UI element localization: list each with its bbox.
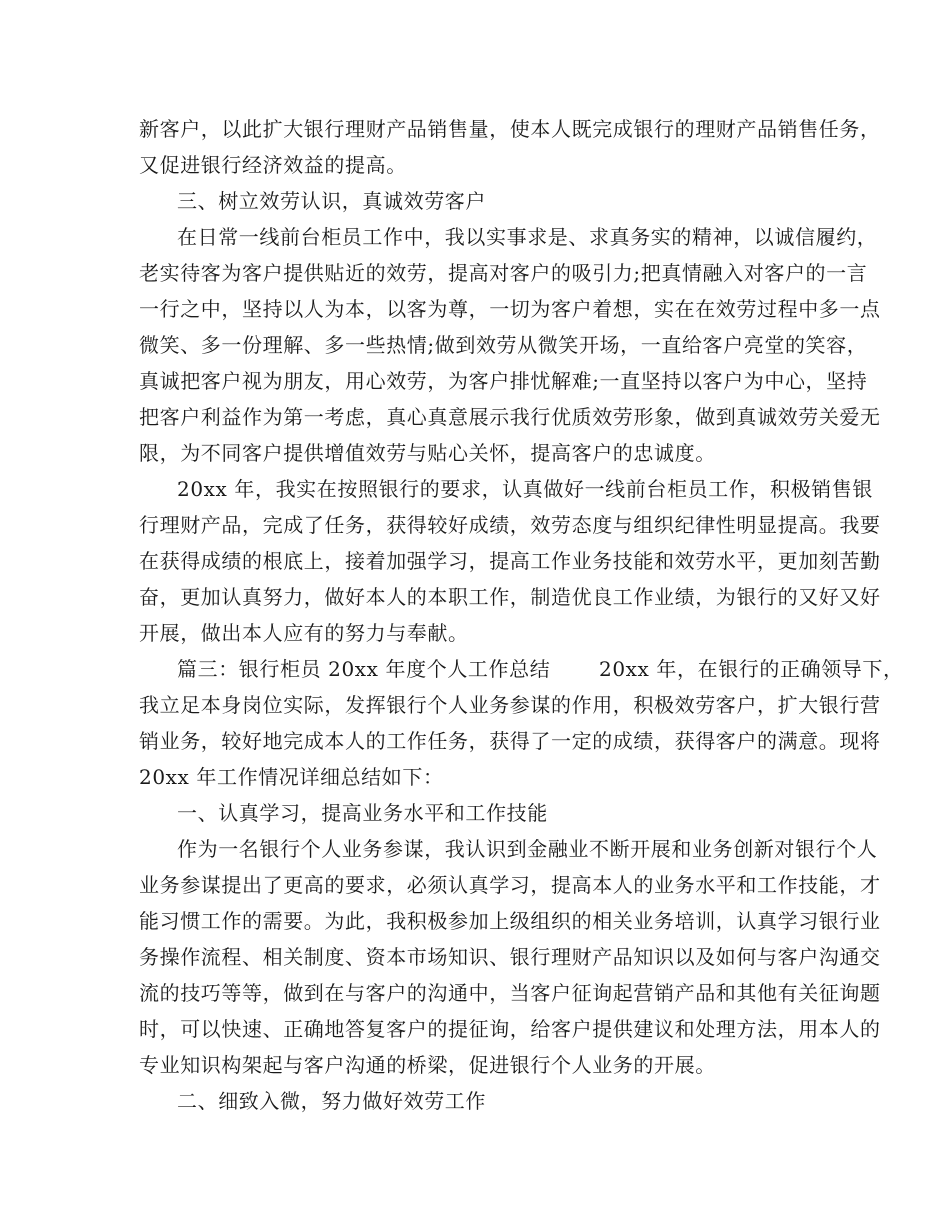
section-heading: 二、细致入微，努力做好效劳工作 bbox=[177, 1089, 486, 1113]
text-line: 20xx 年工作情况详细总结如下： bbox=[139, 765, 444, 789]
text-line: 又促进银行经济效益的提高。 bbox=[139, 153, 407, 177]
text-line: 限，为不同客户提供增值效劳与贴心关怀，提高客户的忠诚度。 bbox=[139, 441, 716, 465]
text-line: 业务参谋提出了更高的要求，必须认真学习，提高本人的业务水平和工作技能，才 bbox=[139, 873, 881, 897]
text-line: 在获得成绩的根底上，接着加强学习，提高工作业务技能和效劳水平，更加刻苦勤 bbox=[139, 549, 881, 573]
text-line: 作为一名银行个人业务参谋，我认识到金融业不断开展和业务创新对银行个人 bbox=[177, 837, 878, 861]
text-line: 开展，做出本人应有的努力与奉献。 bbox=[139, 621, 469, 645]
text-line: 销业务，较好地完成本人的工作任务，获得了一定的成绩，获得客户的满意。现将 bbox=[139, 729, 881, 753]
text-line: 流的技巧等等，做到在与客户的沟通中，当客户征询起营销产品和其他有关征询题 bbox=[139, 981, 881, 1005]
text-line: 老实待客为客户提供贴近的效劳，提高对客户的吸引力;把真情融入对客户的一言 bbox=[139, 261, 868, 285]
text-line: 新客户，以此扩大银行理财产品销售量，使本人既完成银行的理财产品销售任务， bbox=[139, 117, 881, 141]
section-heading: 三、树立效劳认识，真诚效劳客户 bbox=[177, 189, 486, 213]
text-line: 微笑、多一份理解、多一些热情;做到效劳从微笑开场，一直给客户亮堂的笑容， bbox=[139, 333, 868, 357]
text-line: 真诚把客户视为朋友，用心效劳，为客户排忧解难;一直坚持以客户为中心，坚持 bbox=[139, 369, 868, 393]
text-line: 我立足本身岗位实际，发挥银行个人业务参谋的作用，积极效劳客户，扩大银行营 bbox=[139, 693, 881, 717]
text-line: 行理财产品，完成了任务，获得较好成绩，效劳态度与组织纪律性明显提高。我要 bbox=[139, 513, 881, 537]
text-line: 在日常一线前台柜员工作中，我以实事求是、求真务实的精神，以诚信履约， bbox=[177, 225, 878, 249]
text-line: 能习惯工作的需要。为此，我积极参加上级组织的相关业务培训，认真学习银行业 bbox=[139, 909, 881, 933]
text-line: 务操作流程、相关制度、资本市场知识、银行理财产品知识以及如何与客户沟通交 bbox=[139, 945, 881, 969]
text-line: 一行之中，坚持以人为本，以客为尊，一切为客户着想，实在在效劳过程中多一点 bbox=[139, 297, 881, 321]
text-line: 时，可以快速、正确地答复客户的提征询，给客户提供建议和处理方法，用本人的 bbox=[139, 1017, 881, 1041]
article-heading-line: 篇三：银行柜员 20xx 年度个人工作总结 20xx 年，在银行的正确领导下， bbox=[177, 657, 904, 681]
section-heading: 一、认真学习，提高业务水平和工作技能 bbox=[177, 801, 548, 825]
text-line: 把客户利益作为第一考虑，真心真意展示我行优质效劳形象，做到真诚效劳关爱无 bbox=[139, 405, 881, 429]
text-line: 专业知识构架起与客户沟通的桥梁，促进银行个人业务的开展。 bbox=[139, 1053, 716, 1077]
text-line: 奋，更加认真努力，做好本人的本职工作，制造优良工作业绩，为银行的又好又好 bbox=[139, 585, 881, 609]
text-line: 20xx 年，我实在按照银行的要求，认真做好一线前台柜员工作，积极销售银 bbox=[177, 477, 873, 501]
